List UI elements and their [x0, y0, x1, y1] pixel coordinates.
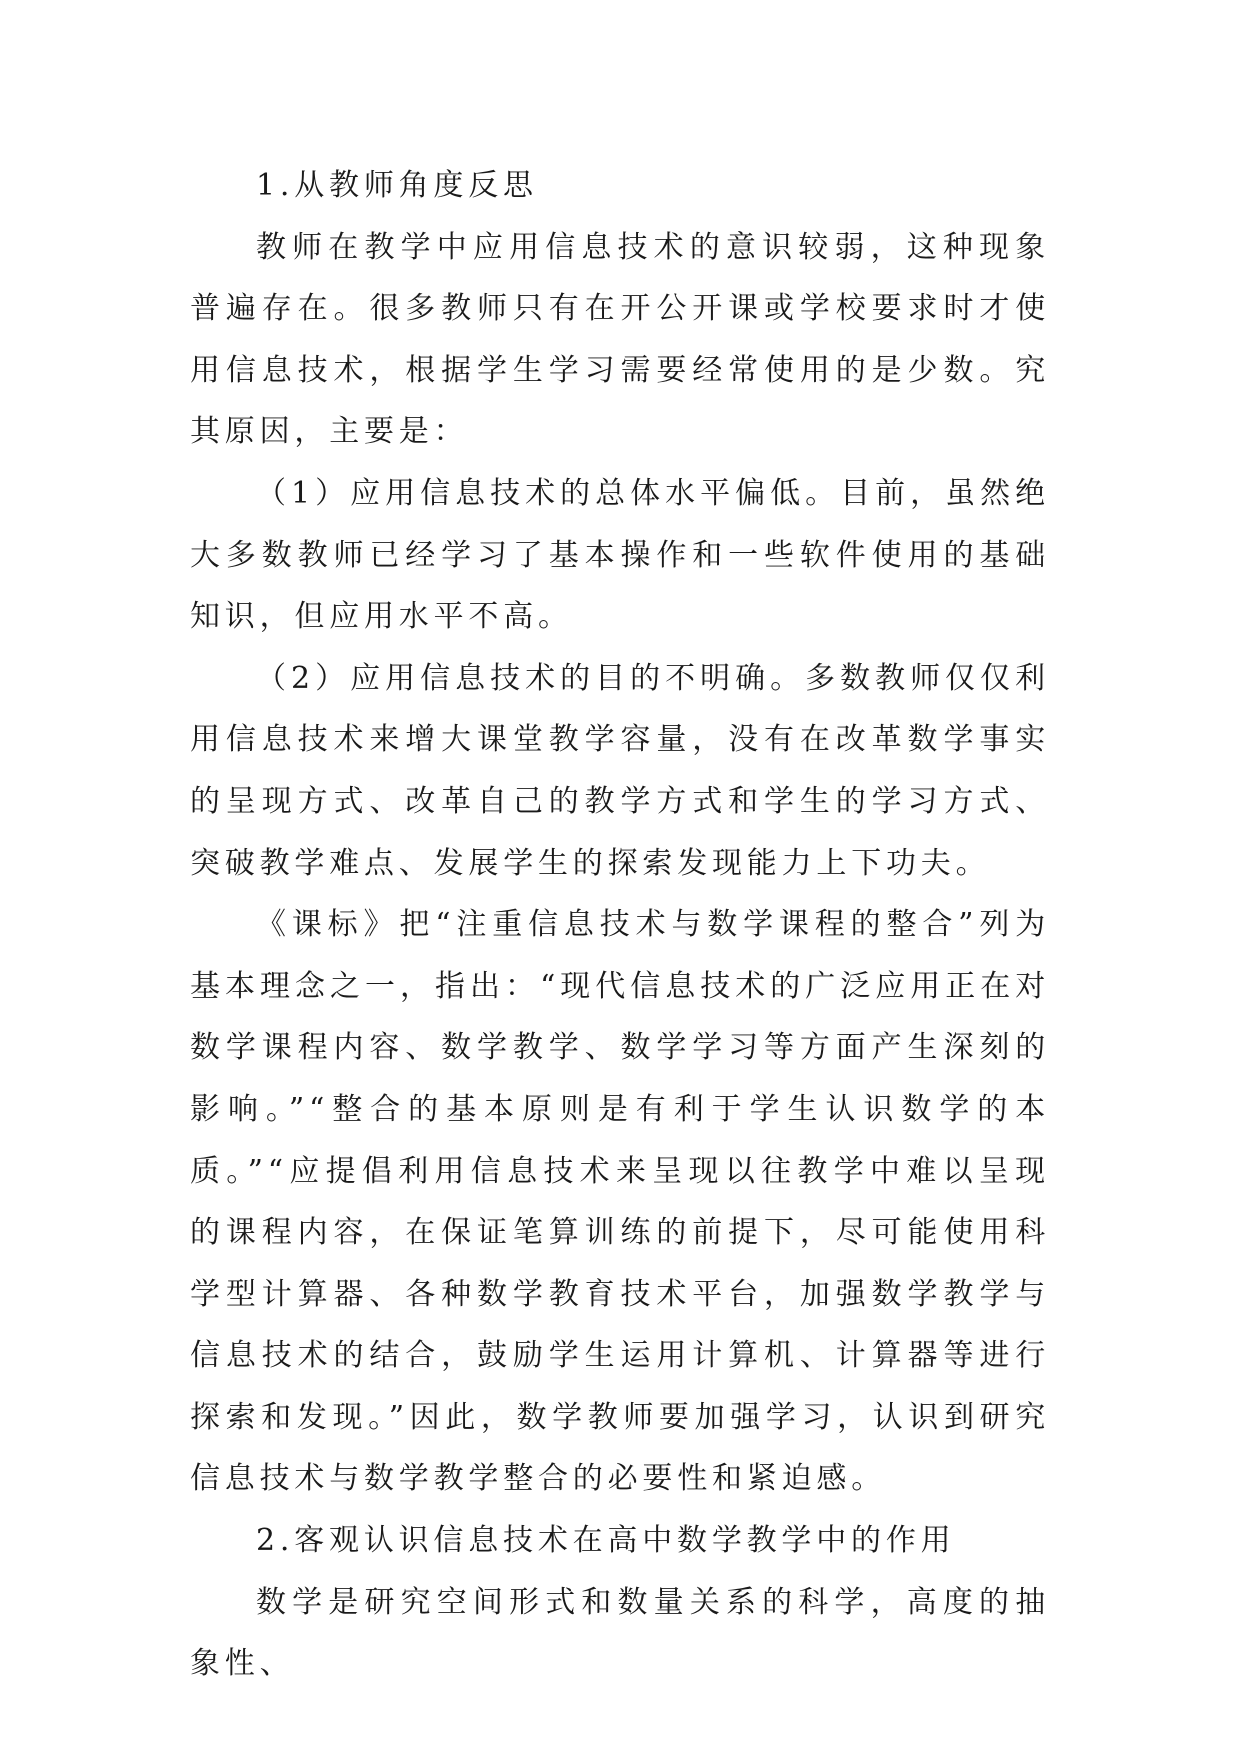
paragraph-intro: 教师在教学中应用信息技术的意识较弱，这种现象普遍存在。很多教师只有在开公开课或学校要求时才使用信息技术，根据学生学习需要经常使用的是少数。究其原因，主要是：	[190, 229, 1050, 450]
paragraph-math-definition: 数学是研究空间形式和数量关系的科学，高度的抽象性、	[190, 1584, 1050, 1682]
paragraph-curriculum-standard: 《课标》把“注重信息技术与数学课程的整合”列为基本理念之一，指出：“现代信息技术的广泛应用正在对数学课程内容、数学教学、数学学习等方面产生深刻的影响。”“整合的基本原则是有利于学生认识数学的本质。”“应提倡利用信息技术来呈现以往教学中难以呈现的课程内容，在保证笔算训练的前提下，尽可能使用科学型计算器、各种数学教育技术平台，加强数学教学与信息技术的结合，鼓励学生运用计算机、计算器等进行探索和发现。”因此，数学教师要加强学习，认识到研究信息技术与数学教学整合的必要性和紧迫感。	[190, 907, 1050, 1497]
document-page	[190, 155, 1050, 1695]
section-heading-1: 1.从教师角度反思	[256, 168, 538, 203]
section-heading-2: 2.客观认识信息技术在高中数学教学中的作用	[256, 1523, 956, 1559]
paragraph-point-1: （1）应用信息技术的总体水平偏低。目前，虽然绝大多数教师已经学习了基本操作和一些软件使用的基础知识，但应用水平不高。	[190, 475, 1050, 635]
paragraph-point-2: （2）应用信息技术的目的不明确。多数教师仅仅利用信息技术来增大课堂教学容量，没有在改革数学事实的呈现方式、改革自己的教学方式和学生的学习方式、突破教学难点、发展学生的探索发现能力上下功夫。	[190, 660, 1050, 881]
